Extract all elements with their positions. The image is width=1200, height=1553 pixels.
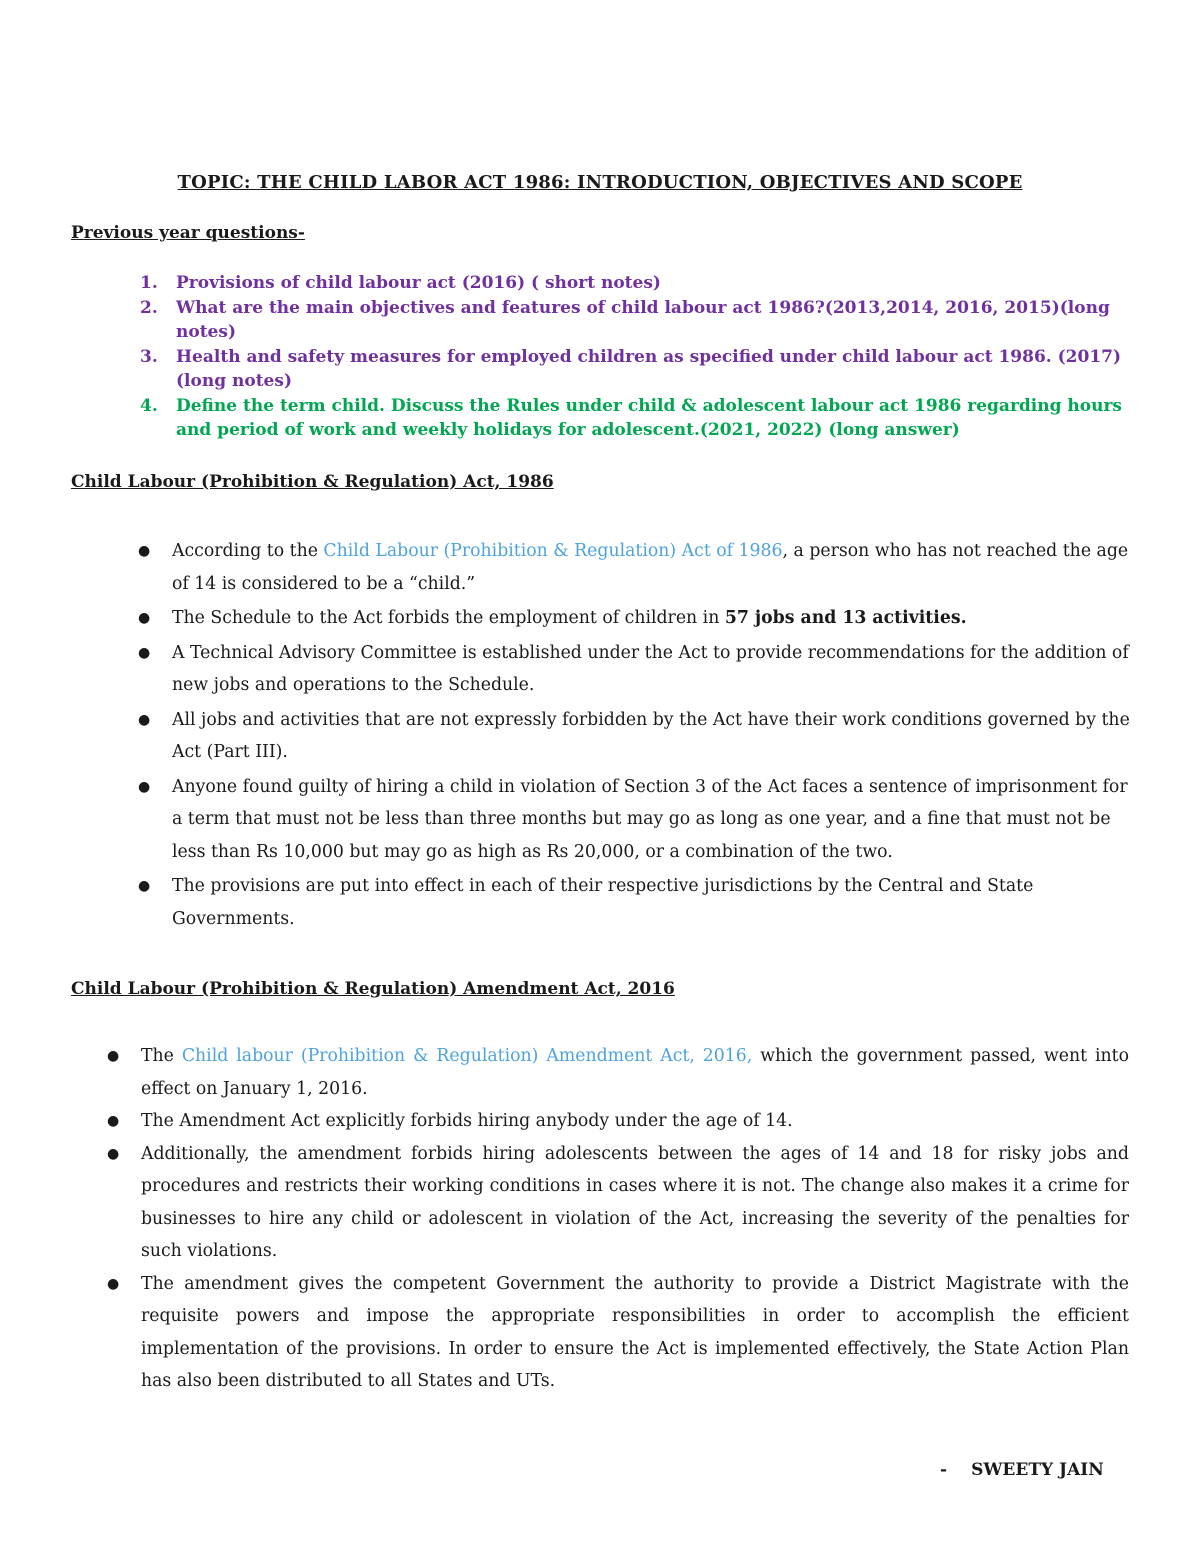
bullet-text: which the government passed, went into effect on January 1, 2016. [141,1046,1129,1099]
act-link[interactable]: Child labour (Prohibition & Regulation) Amendment Act, 2016, [181,1046,753,1066]
bullet-text: Additionally, the amendment forbids hiring adolescents between the ages of 14 and 18 for risky jobs and procedures and restricts their working conditions in cases where it is not. The change also makes it a crime for businesses to hire any child or adolescent in violation of the Act, increasing the severity of the penalties for such violations. [141,1143,1129,1261]
list-item [140,394,1140,443]
bullet-text: The Schedule to the Act forbids the employment of children in [172,608,725,628]
bullet-list-1986 [138,535,1132,937]
bullet-icon: ● [138,610,151,626]
question-text: Provisions of child labour act (2016) ( short notes) [176,273,661,293]
question-text: Define the term child. Discuss the Rules under child & adolescent labour act 1986 regarding hours and period of work and weekly holidays for adolescent.(2021, 2022) (long answer) [176,395,1122,440]
bullet-text: The [141,1046,182,1066]
bullet-text: The amendment gives the competent Government the authority to provide a District Magistrate with the requisite powers and impose the appropriate responsibilities in order to accomplish the efficient implementation of the provisions. In order to ensure the Act is implemented effectively, the State Action Plan has also been distributed to all States and UTs. [141,1273,1129,1391]
list-item [138,602,1132,635]
bullet-text: , a person who has not reached the age of 14 is considered to be a “child.” [172,541,1129,594]
question-text: Health and safety measures for employed children as specified under child labour act 1986. (2017)(long notes) [176,346,1122,391]
list-number: 4. [140,395,158,416]
bullet-icon: ● [107,1275,120,1292]
list-item [107,1105,1129,1138]
list-number: 1. [140,273,158,293]
list-item [140,345,1140,394]
pyq-heading: Previous year questions- [71,223,305,243]
bullet-icon: ● [107,1048,120,1064]
list-item [107,1138,1129,1268]
section-heading-2016: Child Labour (Prohibition & Regulation) Amendment Act, 2016 [71,979,675,999]
pyq-list [140,271,1140,443]
signature-dash: - [940,1460,948,1480]
list-item [140,296,1140,345]
bullet-list-2016 [107,1040,1129,1398]
page-title: TOPIC: THE CHILD LABOR ACT 1986: INTRODUCTION, OBJECTIVES AND SCOPE [177,172,1023,193]
list-item [107,1040,1129,1105]
act-link[interactable]: Child Labour (Prohibition & Regulation) Act of 1986 [323,541,783,561]
bullet-text: The provisions are put into effect in each of their respective jurisdictions by the Central and State Governments. [172,876,1034,929]
bullet-text: Anyone found guilty of hiring a child in violation of Section 3 of the Act faces a sentence of imprisonment for a term that must not be less than three months but may go as long as one year, and a fine that must not be less than Rs 10,000 but may go as high as Rs 20,000, or a combination of the two. [172,776,1128,862]
bullet-icon: ● [138,778,151,795]
section-heading-1986: Child Labour (Prohibition & Regulation) Act, 1986 [71,472,554,492]
list-item [138,637,1132,702]
bullet-text: A Technical Advisory Committee is established under the Act to provide recommendations for the addition of new jobs and operations to the Schedule. [172,642,1129,695]
question-text: What are the main objectives and features of child labour act 1986?(2013,2014, 2016, 2015)(long notes) [176,297,1110,342]
list-item [138,870,1132,935]
list-item [107,1268,1129,1398]
bullet-text: According to the [172,541,324,561]
list-number: 2. [140,297,158,318]
list-item [138,704,1132,769]
list-item [138,535,1132,600]
bullet-icon: ● [138,878,151,894]
bullet-icon: ● [107,1113,120,1129]
list-item [140,271,1140,296]
bullet-icon: ● [138,711,151,728]
bullet-text: All jobs and activities that are not expressly forbidden by the Act have their work conditions governed by the Act (Part III). [172,709,1130,762]
bullet-icon: ● [138,644,151,661]
author-name: SWEETY JAIN [971,1460,1104,1480]
bullet-icon: ● [107,1145,120,1162]
bullet-icon: ● [138,543,151,559]
bullet-text: The Amendment Act explicitly forbids hiring anybody under the age of 14. [141,1111,793,1131]
list-item [138,771,1132,869]
bold-text: 57 jobs and 13 activities. [724,608,967,628]
list-number: 3. [140,346,158,367]
author-signature [940,1460,1104,1480]
